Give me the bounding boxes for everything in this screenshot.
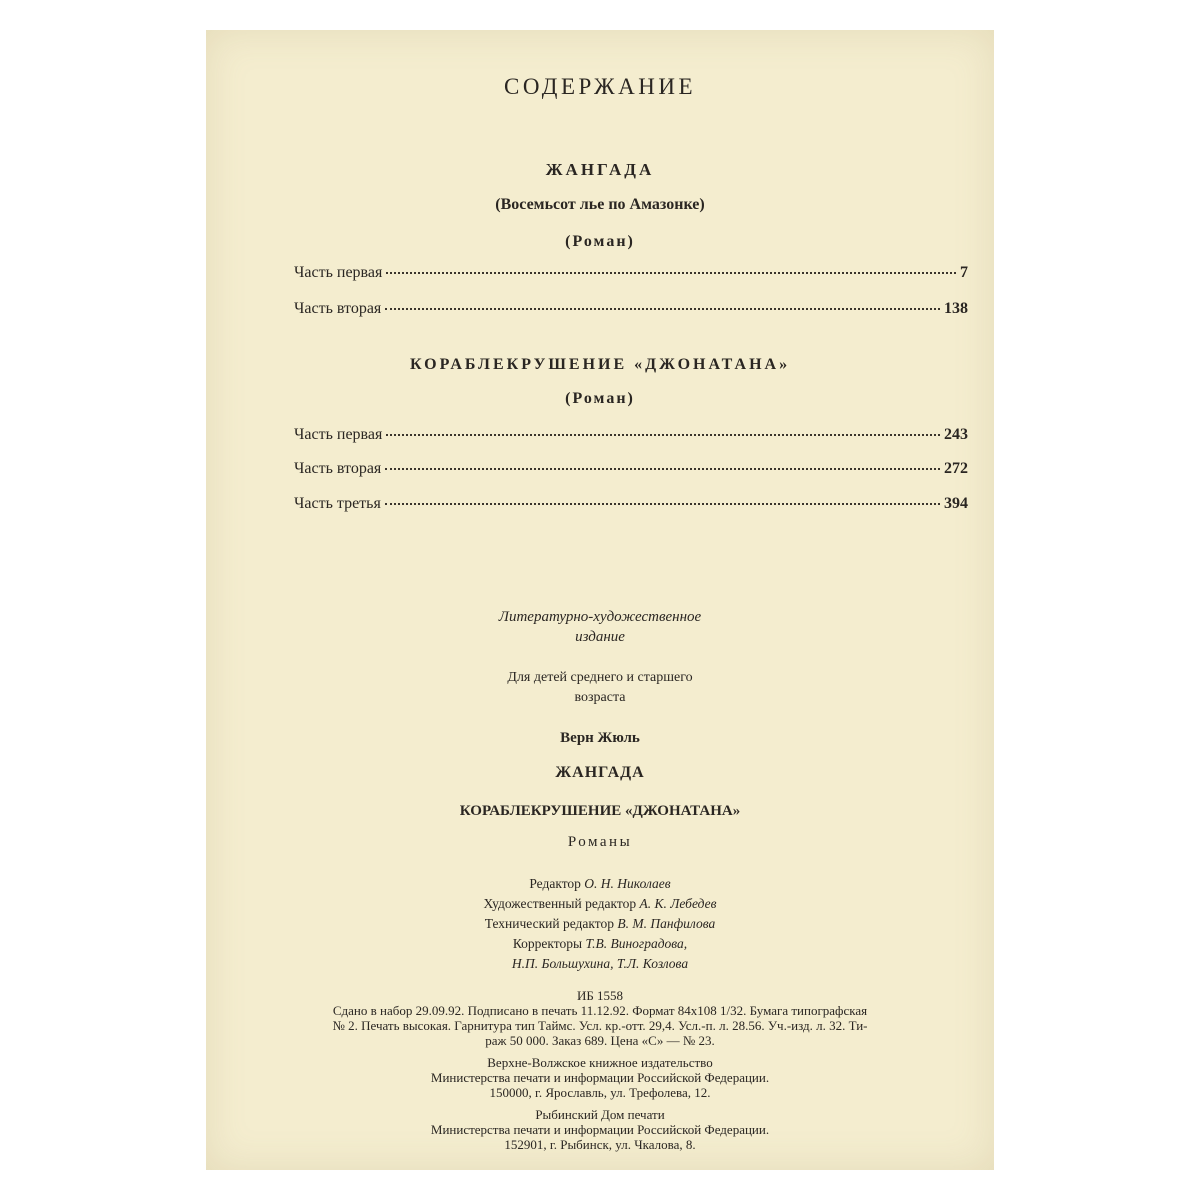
book-title-1: ЖАНГАДА: [555, 764, 645, 781]
toc-entry: [294, 300, 968, 318]
publisher-line: Верхне-Волжское книжное издательство: [487, 1055, 713, 1070]
toc-entry-label: Часть вторая: [294, 460, 382, 477]
toc-leader: [385, 308, 940, 310]
toc-entry: [294, 264, 968, 282]
audience-line2: возраста: [574, 690, 626, 705]
credit-person: В. М. Панфилова: [617, 916, 716, 931]
credit-role: Технический редактор: [484, 916, 615, 931]
printer-line: 152901, г. Рыбинск, ул. Чкалова, 8.: [504, 1137, 696, 1152]
book-genre: Романы: [567, 834, 633, 850]
work-genre: (Роман): [565, 390, 635, 407]
publisher-line: 150000, г. Ярославль, ул. Трефолева, 12.: [489, 1085, 711, 1100]
toc-entry-label: Часть первая: [294, 264, 383, 281]
book-title-2: КОРАБЛЕКРУШЕНИЕ «ДЖОНАТАНА»: [459, 803, 741, 819]
credit-line: [206, 936, 994, 952]
work-genre: (Роман): [565, 233, 635, 250]
credit-role: Корректоры: [512, 936, 583, 951]
audience-line1: Для детей среднего и старшего: [507, 670, 693, 685]
book-page: [206, 30, 994, 1170]
credit-person: А. К. Лебедев: [639, 896, 717, 911]
printer-line: Рыбинский Дом печати: [535, 1107, 665, 1122]
credit-line: [206, 956, 994, 972]
contents-title: СОДЕРЖАНИЕ: [503, 74, 696, 99]
credit-line: [206, 896, 994, 912]
toc-entry-label: Часть первая: [294, 426, 383, 443]
toc-entry: [294, 460, 968, 478]
toc-entry: [294, 495, 968, 513]
work-title: ЖАНГАДА: [545, 160, 655, 179]
credit-person: О. Н. Николаев: [584, 876, 671, 891]
credit-person: Н.П. Большухина, Т.Л. Козлова: [511, 956, 689, 971]
toc-leader: [386, 272, 956, 274]
author-name: Верн Жюль: [560, 730, 640, 746]
toc-leader: [385, 503, 940, 505]
credit-line: [206, 876, 994, 892]
work-title: КОРАБЛЕКРУШЕНИЕ «ДЖОНАТАНА»: [409, 356, 791, 373]
toc-leader: [386, 434, 940, 436]
work-subtitle: (Восемьсот лье по Амазонке): [495, 196, 705, 213]
toc-entry-page: 7: [960, 264, 968, 281]
print-info-line: № 2. Печать высокая. Гарнитура тип Таймс. Усл. кр.-отт. 29,4. Усл.-п. л. 28.56. Уч.-изд. л. 32. Ти-: [332, 1018, 868, 1033]
toc-entry: [294, 426, 968, 444]
printer-line: Министерства печати и информации Российской Федерации.: [430, 1122, 770, 1137]
credit-role: Редактор: [529, 876, 581, 891]
credit-person: Т.В. Виноградова,: [585, 936, 688, 951]
credit-role: Художественный редактор: [483, 896, 637, 911]
edition-type-line1: Литературно-художественное: [498, 609, 702, 625]
toc-leader: [385, 468, 940, 470]
toc-entry-label: Часть третья: [294, 495, 381, 512]
print-info-line: Сдано в набор 29.09.92. Подписано в печать 11.12.92. Формат 84х108 1/32. Бумага типографская: [332, 1003, 868, 1018]
toc-entry-label: Часть вторая: [294, 300, 382, 317]
toc-entry-page: 138: [944, 300, 968, 317]
toc-entry-page: 272: [944, 460, 968, 477]
toc-entry-page: 394: [944, 495, 968, 512]
credit-line: [206, 916, 994, 932]
edition-type-line2: издание: [575, 629, 625, 645]
publisher-line: Министерства печати и информации Российской Федерации.: [430, 1070, 770, 1085]
toc-entry-page: 243: [944, 426, 968, 443]
print-info-line: раж 50 000. Заказ 689. Цена «С» — № 23.: [485, 1033, 715, 1048]
ib-number: ИБ 1558: [576, 988, 624, 1003]
